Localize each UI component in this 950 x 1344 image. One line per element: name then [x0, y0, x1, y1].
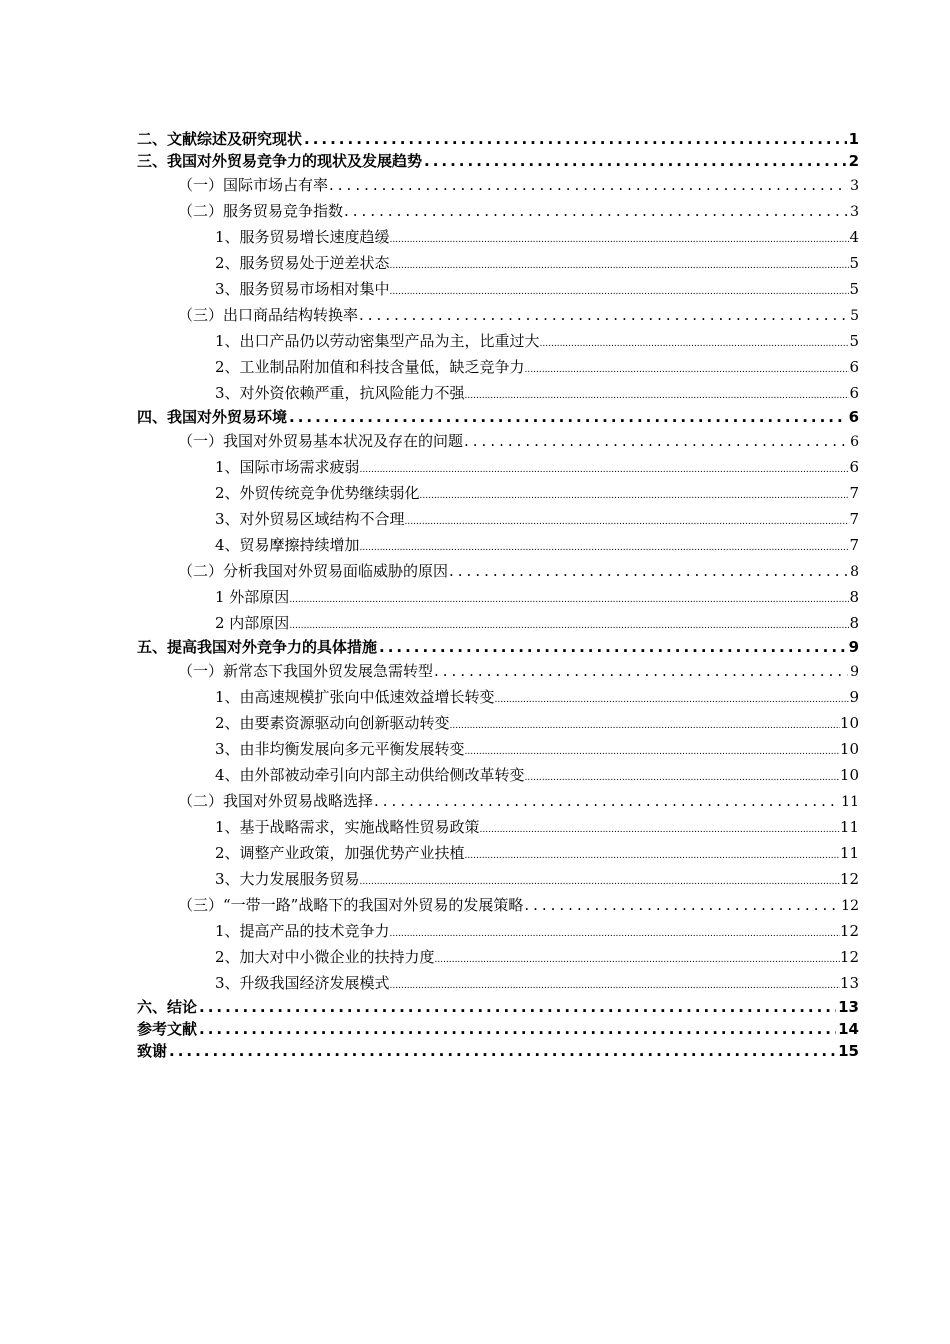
toc-dot-leader [449, 558, 848, 584]
toc-dot-leader [464, 428, 848, 454]
toc-entry-title: 2 内部原因 [215, 614, 290, 632]
toc-page-number: 5 [849, 254, 859, 272]
toc-dot-leader [390, 921, 840, 944]
toc-entry-title: 3、对外贸易区域结构不合理 [215, 510, 405, 528]
toc-page-number: 10 [839, 714, 859, 732]
toc-entry-level-2[interactable] [137, 302, 859, 328]
toc-dot-leader [465, 739, 840, 762]
toc-page-number: 11 [841, 794, 859, 810]
toc-entry-title: （二）分析我国对外贸易面临威胁的原因 [178, 562, 449, 580]
toc-page-number: 8 [850, 564, 859, 580]
toc-dot-leader [390, 279, 850, 302]
toc-entry-level-3[interactable] [137, 840, 859, 866]
toc-entry-level-3[interactable] [137, 532, 859, 558]
toc-dot-leader [360, 869, 840, 892]
toc-page-number: 6 [849, 384, 859, 402]
toc-page-number: 4 [849, 228, 859, 246]
toc-page-number: 6 [849, 358, 859, 376]
toc-entry-title: 3、大力发展服务贸易 [215, 870, 360, 888]
toc-dot-leader [360, 457, 850, 480]
table-of-contents [137, 128, 859, 1062]
toc-dot-leader [289, 613, 849, 636]
toc-entry-title: （二）我国对外贸易战略选择 [178, 792, 374, 810]
toc-entry-title: 二、文献综述及研究现状 [137, 130, 303, 148]
toc-entry-title: 2、调整产业政策，加强优势产业扶植 [215, 844, 465, 862]
toc-page-number: 5 [849, 280, 859, 298]
toc-entry-level-1[interactable] [137, 1040, 859, 1062]
toc-entry-title: 1、服务贸易增长速度趋缓 [215, 228, 390, 246]
toc-entry-level-3[interactable] [137, 506, 859, 532]
toc-page-number: 3 [850, 204, 859, 220]
toc-page-number: 8 [849, 614, 859, 632]
toc-entry-title: 3、服务贸易市场相对集中 [215, 280, 390, 298]
toc-page-number: 12 [839, 948, 859, 966]
toc-entry-title: 致谢 [137, 1042, 168, 1060]
toc-entry-title: 1、提高产品的技术竞争力 [215, 922, 390, 940]
toc-entry-level-3[interactable] [137, 584, 859, 610]
toc-entry-title: 五、提高我国对外竞争力的具体措施 [137, 638, 378, 656]
toc-entry-level-3[interactable] [137, 918, 859, 944]
toc-dot-leader [420, 483, 850, 506]
toc-entry-level-3[interactable] [137, 380, 859, 406]
toc-entry-level-1[interactable] [137, 636, 859, 658]
toc-entry-title: 1、由高速规模扩张向中低速效益增长转变 [215, 688, 495, 706]
toc-entry-title: 3、由非均衡发展向多元平衡发展转变 [215, 740, 465, 758]
toc-page-number: 11 [839, 844, 859, 862]
toc-entry-title: 参考文献 [137, 1020, 198, 1038]
toc-entry-title: 1、出口产品仍以劳动密集型产品为主，比重过大 [215, 332, 540, 350]
toc-entry-title: 六、结论 [137, 998, 198, 1016]
toc-dot-leader [329, 172, 848, 198]
toc-dot-leader [304, 128, 847, 150]
toc-dot-leader [379, 636, 847, 658]
toc-entry-level-3[interactable] [137, 610, 859, 636]
toc-entry-level-3[interactable] [137, 710, 859, 736]
toc-page-number: 9 [849, 688, 859, 706]
toc-dot-leader [360, 535, 850, 558]
toc-entry-title: 2、外贸传统竞争优势继续弱化 [215, 484, 420, 502]
toc-entry-level-3[interactable] [137, 454, 859, 480]
toc-entry-title: （一）国际市场占有率 [178, 176, 329, 194]
toc-entry-level-3[interactable] [137, 328, 859, 354]
toc-entry-title: 2、由要素资源驱动向创新驱动转变 [215, 714, 450, 732]
toc-entry-level-2[interactable] [137, 428, 859, 454]
toc-entry-level-3[interactable] [137, 736, 859, 762]
toc-entry-title: 4、由外部被动牵引向内部主动供给侧改革转变 [215, 766, 525, 784]
toc-page-number: 11 [839, 818, 859, 836]
toc-dot-leader [390, 253, 850, 276]
toc-page-number: 5 [849, 332, 859, 350]
toc-dot-leader [450, 713, 840, 736]
toc-entry-title: （三）“一带一路”战略下的我国对外贸易的发展策略 [178, 896, 524, 914]
toc-entry-title: （三）出口商品结构转换率 [178, 306, 359, 324]
toc-entry-title: 四、我国对外贸易环境 [137, 408, 288, 426]
toc-dot-leader [169, 1040, 836, 1062]
toc-page-number: 15 [838, 1042, 859, 1060]
toc-entry-title: 1、基于战略需求，实施战略性贸易政策 [215, 818, 480, 836]
toc-page-number: 3 [850, 178, 859, 194]
toc-entry-title: 三、我国对外贸易竞争力的现状及发展趋势 [137, 152, 423, 170]
toc-page-number: 6 [848, 408, 859, 426]
toc-entry-level-3[interactable] [137, 224, 859, 250]
toc-page-number: 2 [848, 152, 859, 170]
toc-page-number: 9 [850, 664, 859, 680]
toc-dot-leader [434, 658, 848, 684]
toc-entry-level-2[interactable] [137, 172, 859, 198]
toc-entry-level-3[interactable] [137, 970, 859, 996]
toc-page-number: 12 [839, 922, 859, 940]
toc-entry-title: 2、服务贸易处于逆差状态 [215, 254, 390, 272]
toc-entry-level-2[interactable] [137, 198, 859, 224]
toc-dot-leader [435, 947, 840, 970]
toc-page-number: 7 [849, 536, 859, 554]
toc-page-number: 6 [850, 434, 859, 450]
toc-entry-title: 4、贸易摩擦持续增加 [215, 536, 360, 554]
toc-page-number: 5 [850, 308, 859, 324]
toc-dot-leader [374, 788, 839, 814]
toc-dot-leader [465, 383, 850, 406]
toc-entry-title: （一）我国对外贸易基本状况及存在的问题 [178, 432, 464, 450]
toc-dot-leader [390, 227, 850, 250]
toc-dot-leader [495, 687, 850, 710]
toc-entry-level-3[interactable] [137, 250, 859, 276]
toc-page-number: 6 [849, 458, 859, 476]
toc-dot-leader [465, 843, 840, 866]
toc-entry-level-2[interactable] [137, 658, 859, 684]
toc-entry-level-3[interactable] [137, 866, 859, 892]
toc-entry-title: 2、工业制品附加值和科技含量低，缺乏竞争力 [215, 358, 525, 376]
toc-page-number: 12 [839, 870, 859, 888]
toc-dot-leader [390, 973, 840, 996]
toc-entry-level-2[interactable] [137, 892, 859, 918]
toc-entry-level-3[interactable] [137, 276, 859, 302]
toc-entry-level-1[interactable] [137, 406, 859, 428]
toc-page-number: 8 [849, 588, 859, 606]
toc-entry-level-3[interactable] [137, 762, 859, 788]
toc-dot-leader [199, 1018, 836, 1040]
toc-entry-title: 1、国际市场需求疲弱 [215, 458, 360, 476]
toc-page-number: 7 [849, 484, 859, 502]
toc-entry-title: 1 外部原因 [215, 588, 290, 606]
toc-entry-title: （二）服务贸易竞争指数 [178, 202, 344, 220]
toc-dot-leader [344, 198, 848, 224]
toc-entry-level-1[interactable] [137, 128, 859, 150]
toc-dot-leader [359, 302, 848, 328]
toc-dot-leader [540, 331, 850, 354]
toc-entry-title: 3、升级我国经济发展模式 [215, 974, 390, 992]
toc-page-number: 1 [848, 130, 859, 148]
toc-entry-level-1[interactable] [137, 996, 859, 1018]
toc-page-number: 13 [838, 998, 859, 1016]
toc-dot-leader [199, 996, 836, 1018]
toc-dot-leader [289, 587, 849, 610]
toc-dot-leader [480, 817, 840, 840]
toc-dot-leader [524, 892, 839, 918]
toc-entry-title: 3、对外资依赖严重，抗风险能力不强 [215, 384, 465, 402]
toc-page-number: 14 [838, 1020, 859, 1038]
toc-dot-leader [289, 406, 847, 428]
toc-dot-leader [525, 357, 850, 380]
toc-dot-leader [424, 150, 847, 172]
toc-page-number: 13 [839, 974, 859, 992]
toc-entry-level-3[interactable] [137, 814, 859, 840]
toc-dot-leader [405, 509, 850, 532]
toc-page-number: 10 [839, 766, 859, 784]
toc-entry-title: 2、加大对中小微企业的扶持力度 [215, 948, 435, 966]
toc-entry-title: （一）新常态下我国外贸发展急需转型 [178, 662, 434, 680]
toc-entry-level-3[interactable] [137, 684, 859, 710]
toc-entry-level-1[interactable] [137, 150, 859, 172]
toc-page-number: 7 [849, 510, 859, 528]
toc-entry-level-3[interactable] [137, 354, 859, 380]
toc-page-number: 10 [839, 740, 859, 758]
toc-page-number: 12 [841, 898, 859, 914]
toc-entry-level-1[interactable] [137, 1018, 859, 1040]
toc-dot-leader [525, 765, 840, 788]
toc-entry-level-2[interactable] [137, 558, 859, 584]
toc-entry-level-2[interactable] [137, 788, 859, 814]
toc-entry-level-3[interactable] [137, 944, 859, 970]
toc-entry-level-3[interactable] [137, 480, 859, 506]
toc-page-number: 9 [848, 638, 859, 656]
